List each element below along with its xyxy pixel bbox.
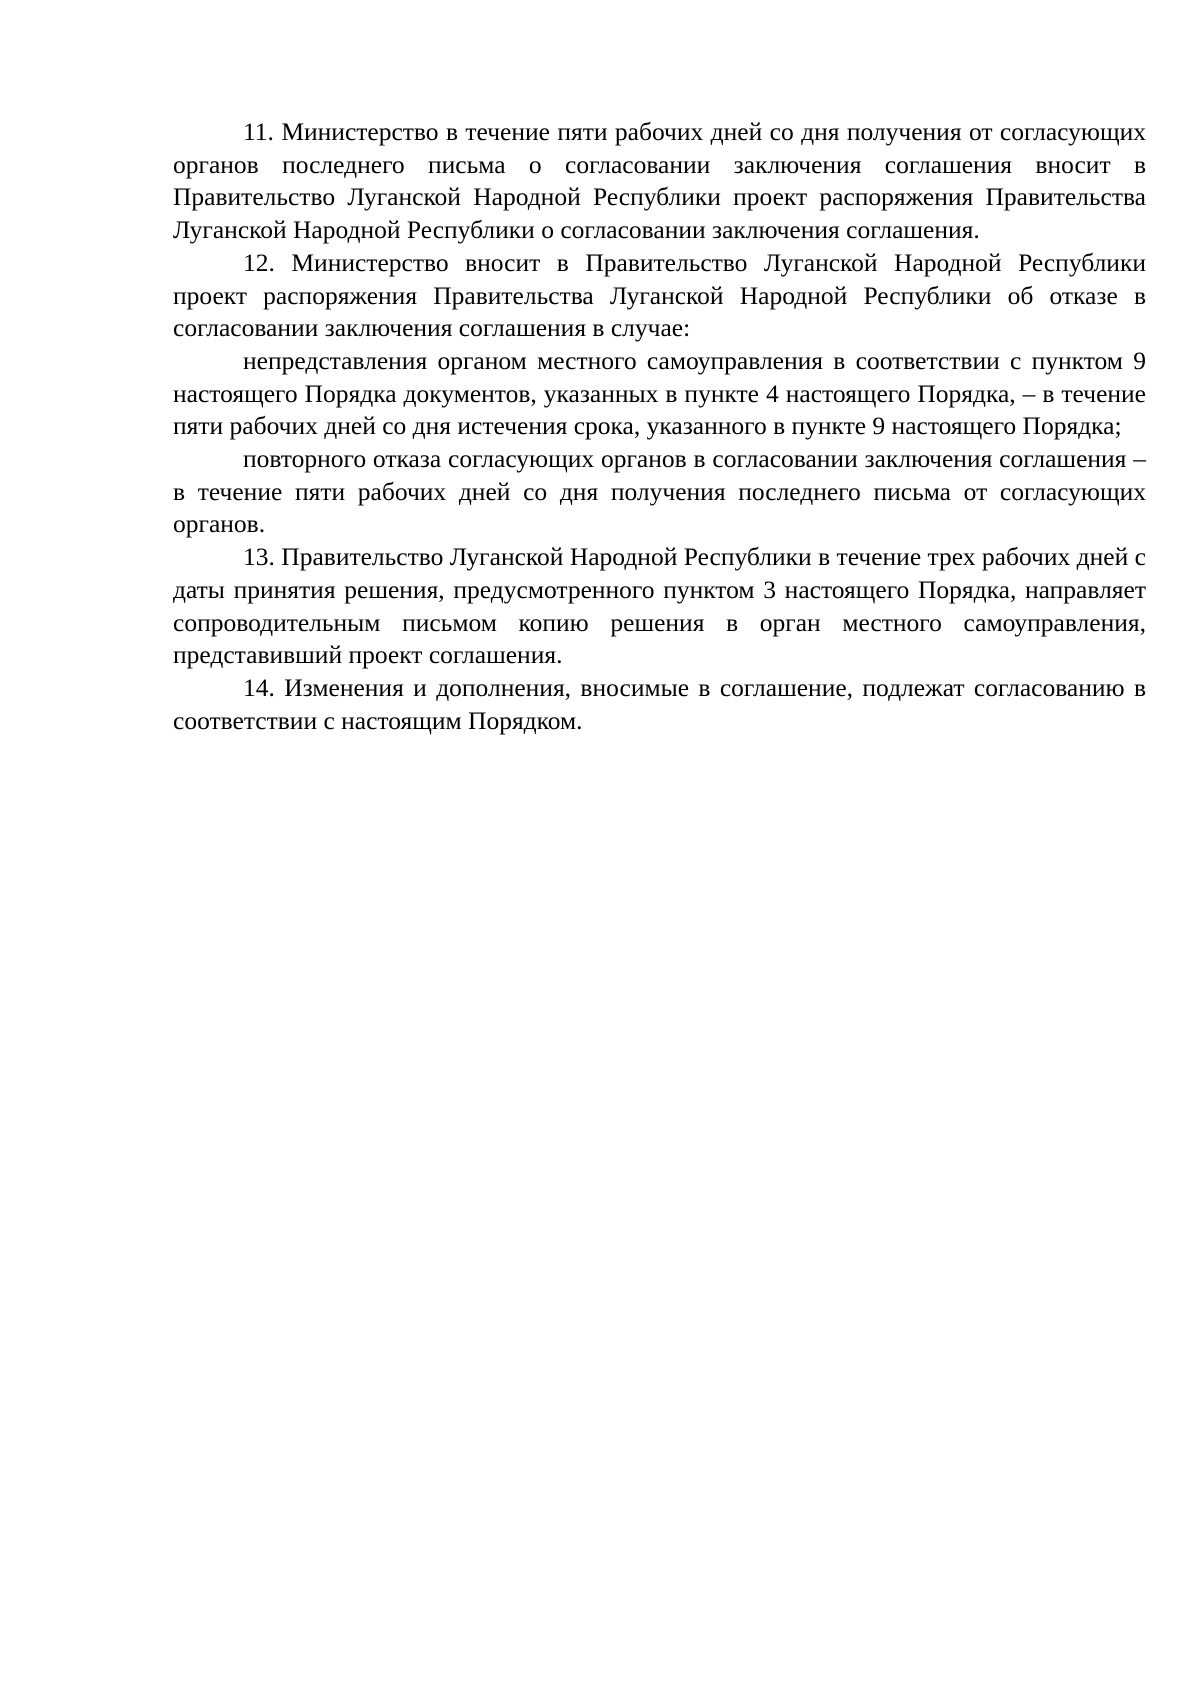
paragraph-14: 14. Изменения и дополнения, вносимые в соглашение, подлежат согласованию в соответствии с настоящим Порядком. [173, 672, 1146, 735]
paragraph-11: 11. Министерство в течение пяти рабочих дней со дня получения от согласующих органов последнего письма о согласовании заключения соглашения вносит в Правительство Луганской Народной Республики проект распоряжения Правительства Луганской Народной Республики о согласовании заключения соглашения. [173, 117, 1146, 245]
paragraph-12-case-2: повторного отказа согласующих органов в согласовании заключения соглашения – в течение пяти рабочих дней со дня получения последнего письма от согласующих органов. [173, 444, 1146, 539]
paragraph-12: 12. Министерство вносит в Правительство Луганской Народной Республики проект распоряжения Правительства Луганской Народной Республики об отказе в согласовании заключения соглашения в случае: [173, 247, 1146, 343]
document-body [173, 116, 1146, 737]
paragraph-13: 13. Правительство Луганской Народной Республики в течение трех рабочих дней с даты принятия решения, предусмотренного пунктом 3 настоящего Порядка, направляет сопроводительным письмом копию решения в орган местного самоуправления, представивший проект соглашения. [173, 542, 1146, 670]
paragraph-12-case-1: непредставления органом местного самоуправления в соответствии с пунктом 9 настоящего Порядка документов, указанных в пункте 4 настоящего Порядка, – в течение пяти рабочих дней со дня истечения срока, указанного в пункте 9 настоящего Порядка; [173, 345, 1146, 441]
